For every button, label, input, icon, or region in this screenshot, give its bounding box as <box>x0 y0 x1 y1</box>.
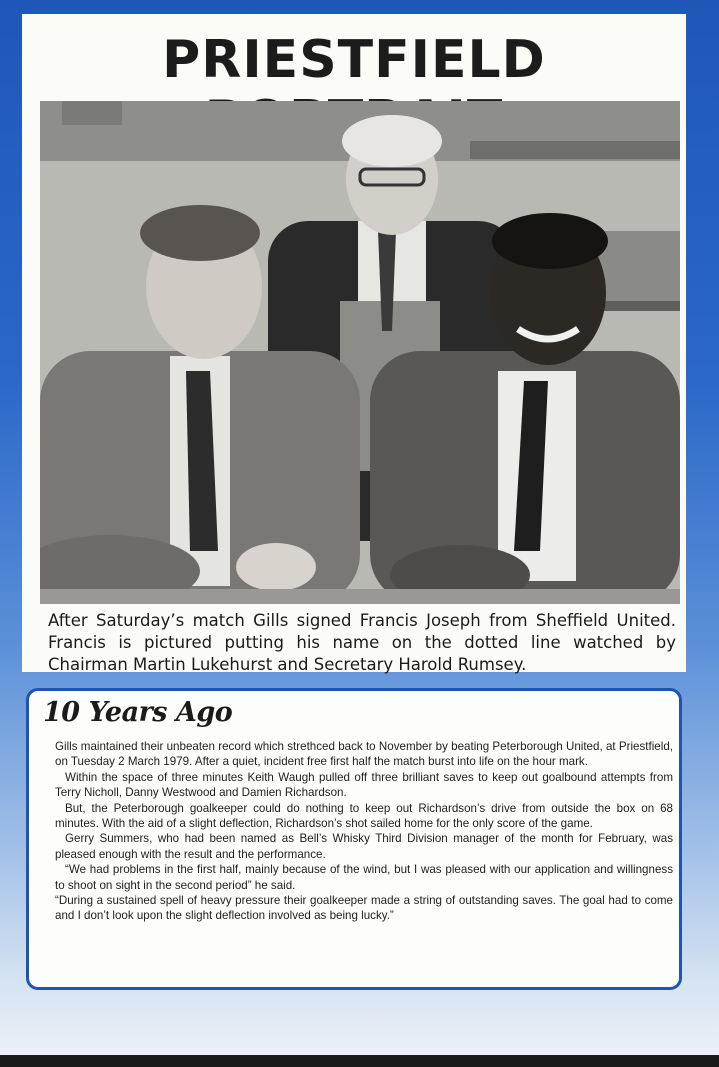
ten-years-ago-panel <box>26 688 682 990</box>
article-body <box>55 739 673 924</box>
article-paragraph: But, the Peterborough goalkeeper could do nothing to keep out Richardson’s drive from outside the box on 68 minutes. With the aid of a slight deflection, Richardson’s shot sailed home for the only score of the game. <box>55 801 673 831</box>
page-bottom-edge <box>0 1055 719 1067</box>
article-paragraph: “We had problems in the first half, mainly because of the wind, but I was pleased with our application and willingness to shoot on sight in the second period” he said. <box>55 863 673 892</box>
photo-caption: After Saturday’s match Gills signed Francis Joseph from Sheffield United. Francis is pictured putting his name on the dotted line watched by Chairman Martin Lukehurst and Secretary Harold Rumsey. <box>48 611 676 674</box>
article-paragraph: Within the space of three minutes Keith Waugh pulled off three brilliant saves to keep out goalbound attempts from Terry Nicholl, Danny Westwood and Damien Richardson. <box>55 770 673 800</box>
article-paragraph: Gerry Summers, who had been named as Bell’s Whisky Third Division manager of the month for February, was pleased enough with the result and the performance. <box>55 832 673 861</box>
page-headline: PRIESTFIELD <box>162 30 546 90</box>
section-title: 10 Years Ago <box>43 697 233 728</box>
article-paragraph: “During a sustained spell of heavy pressure their goalkeeper made a string of outstanding saves. The goal had to come and I don’t look upon the slight deflection involved as being lucky.” <box>55 894 673 923</box>
signing-photo-illustration <box>40 101 680 604</box>
signing-photo <box>40 101 680 604</box>
article-paragraph: Gills maintained their unbeaten record which strethced back to November by beating Peterborough United, at Priestfield, on Tuesday 2 March 1979. After a quiet, incident free first half the match burst into life on the hour mark. <box>55 740 673 769</box>
portrait-panel <box>22 14 686 672</box>
